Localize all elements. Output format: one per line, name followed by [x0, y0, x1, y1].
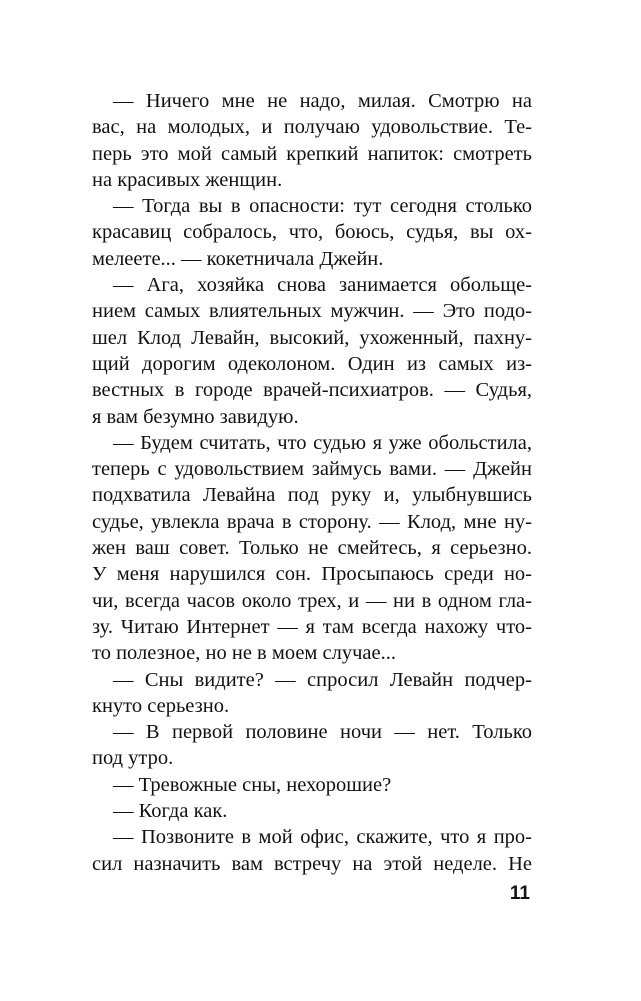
text-line: вестных в городе врачей-психиатров. — Судья,	[92, 379, 532, 402]
text-line: то полезное, но не в моем случае...	[92, 642, 396, 665]
text-line: вас, на молодых, и получаю удовольствие. Те-	[92, 116, 532, 139]
text-line: — Ничего мне не надо, милая. Смотрю на	[113, 90, 532, 112]
text-line: нием самых влиятельных мужчин. — Это подо-	[92, 300, 532, 323]
text-line: под утро.	[92, 747, 174, 770]
page-number: 11	[509, 883, 530, 904]
text-line: сил назначить вам встречу на этой неделе. Не	[92, 852, 532, 875]
text-line: перь это мой самый крепкий напиток: смотреть	[92, 142, 532, 165]
text-line: кнуто серьезно.	[92, 694, 230, 717]
text-line: жен ваш совет. Только не смейтесь, я серьезно.	[92, 537, 532, 560]
text-line: — Будем считать, что судью я уже обольстила,	[113, 431, 532, 454]
text-line: чи, всегда часов около трех, и — ни в одном гла-	[92, 589, 532, 612]
text-line: красавиц собралось, что, боюсь, судья, вы ох-	[92, 221, 532, 244]
body-text	[92, 88, 532, 877]
text-line: — В первой половине ночи — нет. Только	[113, 721, 532, 744]
text-line: щий дорогим одеколоном. Один из самых из-	[92, 352, 532, 375]
text-line: я вам безумно завидую.	[92, 405, 299, 428]
text-line: — Тревожные сны, нехорошие?	[113, 773, 392, 796]
text-line: — Когда как.	[113, 800, 228, 823]
text-line: — Сны видите? — спросил Левайн подчер-	[113, 668, 532, 691]
text-line: теперь с удовольствием займусь вами. — Джейн	[92, 458, 532, 481]
text-line: судье, увлекла врача в сторону. — Клод, мне ну-	[92, 510, 532, 533]
text-line: на красивых женщин.	[92, 168, 283, 191]
text-line: подхватила Левайна под руку и, улыбнувшись	[92, 484, 532, 507]
text-line: — Тогда вы в опасности: тут сегодня столько	[113, 195, 532, 218]
text-line: шел Клод Левайн, высокий, ухоженный, пахну-	[92, 326, 532, 349]
text-line: — Позвоните в мой офис, скажите, что я про-	[113, 826, 532, 849]
text-line: мелеете... — кокетничала Джейн.	[92, 247, 384, 270]
text-line: зу. Читаю Интернет — я там всегда нахожу что-	[92, 615, 532, 638]
text-line: У меня нарушился сон. Просыпаюсь среди но-	[92, 563, 532, 586]
text-line: — Ага, хозяйка снова занимается обольще-	[113, 274, 532, 297]
